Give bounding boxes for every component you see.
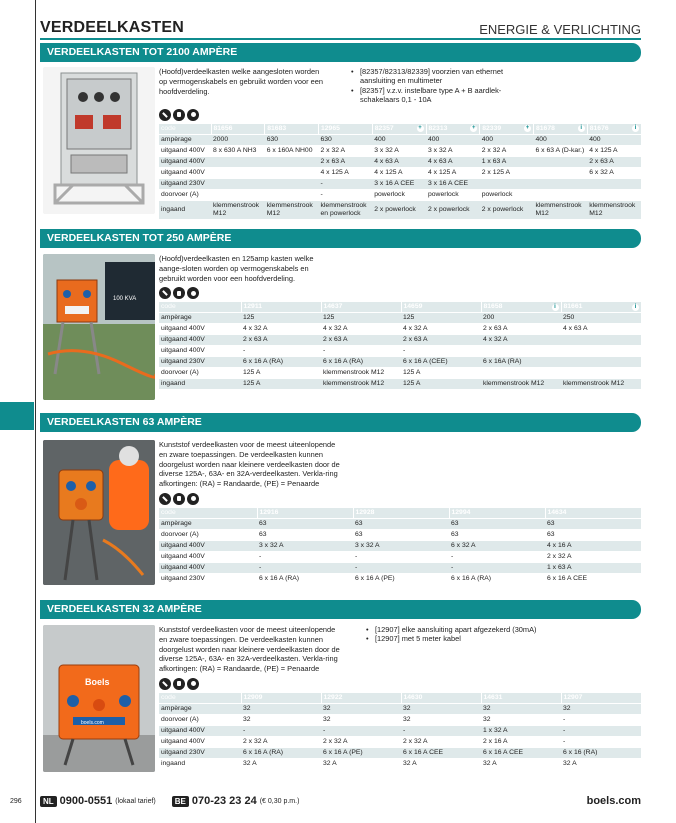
section-description: Kunststof verdeelkasten voor de meest uiteenlopende en zware toepassingen. De verdeelkasten kunnen doorgelust worden naar kleinere verdeelkasten door de diverse 125A-, 63A- en 32A-verdeelkasten. Verkla-ring afkortingen: (RA) = Randaarde, (PE) = Penaarde <box>159 440 340 489</box>
table-cell: 4 x 125 A <box>587 145 641 156</box>
table-row <box>159 747 641 758</box>
table-cell <box>481 346 561 357</box>
table-cell: 32 <box>561 703 641 714</box>
table-cell: 4 x 32 A <box>481 335 561 346</box>
product-code: 12916 <box>257 508 353 519</box>
table-cell: 32 <box>401 714 481 725</box>
table-row <box>159 551 641 562</box>
table-cell: 125 A <box>401 368 481 379</box>
table-cell: 125 A <box>401 379 481 390</box>
table-cell: 6 x 16 (RA) <box>561 747 641 758</box>
table-cell: klemmenstrook M12 <box>481 379 561 390</box>
table-cell: 1 x 32 A <box>481 725 561 736</box>
table-cell <box>561 368 641 379</box>
table-cell: 6 x 160A NH00 <box>265 145 319 156</box>
info-icon: i <box>632 304 639 311</box>
table-cell: 2 x 32 A <box>545 551 641 562</box>
product-code: 81683 <box>265 124 319 135</box>
table-cell <box>534 189 588 200</box>
power-icon <box>187 287 199 299</box>
table-row <box>159 725 641 736</box>
table-cell: - <box>353 562 449 573</box>
table-cell: 1 x 63 A <box>480 156 534 167</box>
table-cell: 4 x 63 A <box>426 156 480 167</box>
section-description: (Hoofd)verdeelkasten welke aangesloten worden op vermogenskabels en gebruikt worden voor een hoofdverdeling. <box>159 67 323 96</box>
table-cell: 4 x 125 A <box>426 167 480 178</box>
table-cell: 2 x 32 A <box>241 736 321 747</box>
table-cell: 2 x 63 A <box>481 324 561 335</box>
table-cell: - <box>257 562 353 573</box>
power-icon <box>187 109 199 121</box>
product-code: 82313 + <box>426 124 480 135</box>
product-code: 12911 <box>241 302 321 313</box>
section-tab-marker <box>0 402 34 430</box>
code-header: code <box>159 693 241 704</box>
table-cell: - <box>321 346 401 357</box>
page-header <box>40 18 641 40</box>
plug-icon <box>173 678 185 690</box>
table-cell: 6 x 16 A (RA) <box>257 573 353 584</box>
table-header-row <box>159 302 641 313</box>
table-row <box>159 714 641 725</box>
table-cell <box>534 167 588 178</box>
row-label: uitgaand 400V <box>159 725 241 736</box>
table-cell: 6 x 63 A (D-kar.) <box>534 145 588 156</box>
table-cell: 3 x 32 A <box>426 145 480 156</box>
table-cell: 2 x powerlock <box>372 200 426 219</box>
table-row <box>159 200 641 219</box>
table-cell: klemmenstrook M12 <box>534 200 588 219</box>
plug-icon <box>173 287 185 299</box>
feature-bullet: • [12907] met 5 meter kabel <box>366 634 546 643</box>
table-cell: 2 x 63 A <box>401 335 481 346</box>
table-cell: 32 <box>241 714 321 725</box>
table-cell: - <box>401 346 481 357</box>
product-code: 14659 <box>401 302 481 313</box>
table-cell: 8 x 630 A NH3 <box>211 145 265 156</box>
product-code: 81676 i <box>587 124 641 135</box>
table-cell: 6 x 16 A (RA) <box>321 357 401 368</box>
table-cell <box>587 178 641 189</box>
table-cell: 32 <box>321 714 401 725</box>
feature-bullet: • [82357/82313/82339] voorzien van ethernet aansluiting en multimeter <box>351 67 521 86</box>
row-label: doorvoer (A) <box>159 529 257 540</box>
nl-rate-note: (lokaal tarief) <box>115 797 156 805</box>
table-cell: 2 x 125 A <box>480 167 534 178</box>
table-cell: 2 x powerlock <box>480 200 534 219</box>
table-row <box>159 573 641 584</box>
table-cell: 4 x 32 A <box>241 324 321 335</box>
table-cell: 250 <box>561 313 641 324</box>
info-icon: i <box>552 304 559 311</box>
row-label: uitgaand 230V <box>159 357 241 368</box>
row-label: uitgaand 400V <box>159 551 257 562</box>
product-code: 81658 i <box>481 302 561 313</box>
brand-url-label: boels.com <box>81 720 104 726</box>
new-icon: + <box>525 125 530 132</box>
product-code: 12965 <box>319 124 373 135</box>
product-code: 14630 <box>401 693 481 704</box>
product-code: 82339 + <box>480 124 534 135</box>
table-cell: - <box>257 551 353 562</box>
table-row <box>159 346 641 357</box>
info-icon: i <box>632 125 639 132</box>
table-row <box>159 758 641 769</box>
table-cell: 1 x 63 A <box>545 562 641 573</box>
table-cell: 200 <box>481 313 561 324</box>
row-label: ingaand <box>159 758 241 769</box>
table-row <box>159 178 641 189</box>
table-cell: 6 x 16 A (RA) <box>449 573 545 584</box>
website-link[interactable]: boels.com <box>586 795 641 807</box>
power-icon <box>187 678 199 690</box>
table-cell: 6 x 16 A (PE) <box>321 747 401 758</box>
table-cell: 630 <box>265 134 319 145</box>
page-number: 296 <box>10 797 22 805</box>
product-code: 14631 <box>481 693 561 704</box>
wrench-icon <box>159 678 171 690</box>
table-cell <box>481 368 561 379</box>
product-code: 12909 <box>241 693 321 704</box>
product-code: 81678 i <box>534 124 588 135</box>
table-cell: 125 A <box>241 368 321 379</box>
safety-icons <box>159 493 641 505</box>
info-icon: i <box>578 125 585 132</box>
section-description: (Hoofd)verdeelkasten en 125amp kasten welke aange-sloten worden op vermogenskabels en gebruikt worden voor een hoofdverdeling. <box>159 254 314 283</box>
table-cell <box>211 178 265 189</box>
row-label: uitgaand 400V <box>159 736 241 747</box>
table-cell: 63 <box>449 529 545 540</box>
table-cell: 32 A <box>561 758 641 769</box>
row-label: doorvoer (A) <box>159 189 211 200</box>
table-cell: 2 x 32 A <box>480 145 534 156</box>
row-label: ampèrage <box>159 703 241 714</box>
table-row <box>159 562 641 573</box>
table-row <box>159 379 641 390</box>
table-cell: 6 x 16 A CEE <box>481 747 561 758</box>
row-label: uitgaand 230V <box>159 178 211 189</box>
safety-icons <box>159 109 641 121</box>
spec-table-63a <box>159 508 641 585</box>
table-cell: 63 <box>353 529 449 540</box>
new-icon: + <box>471 125 476 132</box>
table-row <box>159 189 641 200</box>
table-cell: 32 A <box>401 758 481 769</box>
product-code: 81661 i <box>561 302 641 313</box>
table-cell <box>534 178 588 189</box>
page-title: VERDEELKASTEN <box>40 19 184 36</box>
table-cell: 6 x 16 A CEE <box>545 573 641 584</box>
table-cell: 125 <box>401 313 481 324</box>
section-description: Kunststof verdeelkasten voor de meest uiteenlopende en zware toepassingen. De verdeelkasten kunnen doorgelust worden naar kleinere verdeelkasten door de diverse 125A-, 63A- en 32A-verdeelkasten. Verkla-ring afkortingen: (RA) = Randaarde, (PE) = Penaarde <box>159 625 340 674</box>
table-cell: 4 x 16 A <box>545 540 641 551</box>
safety-icons <box>159 287 641 299</box>
table-cell: 63 <box>545 529 641 540</box>
table-cell: klemmenstrook M12 <box>321 368 401 379</box>
table-cell: 63 <box>449 518 545 529</box>
row-label: ingaand <box>159 379 241 390</box>
product-code: 12907 <box>561 693 641 704</box>
row-label: uitgaand 400V <box>159 346 241 357</box>
table-cell: 32 <box>481 714 561 725</box>
table-cell <box>211 156 265 167</box>
table-cell: powerlock <box>480 189 534 200</box>
table-row <box>159 518 641 529</box>
table-cell: 6 x 32 A <box>587 167 641 178</box>
row-label: uitgaand 400V <box>159 167 211 178</box>
row-label: uitgaand 400V <box>159 156 211 167</box>
table-row <box>159 357 641 368</box>
wrench-icon <box>159 109 171 121</box>
plug-icon <box>173 493 185 505</box>
row-label: uitgaand 400V <box>159 335 241 346</box>
table-header-row <box>159 693 641 704</box>
table-cell: - <box>401 725 481 736</box>
row-label: uitgaand 230V <box>159 573 257 584</box>
plug-icon <box>173 109 185 121</box>
spec-table-250a <box>159 302 641 390</box>
table-cell: - <box>241 725 321 736</box>
table-cell: 3 x 16 A CEE <box>372 178 426 189</box>
table-cell <box>587 189 641 200</box>
table-cell: 4 x 125 A <box>319 167 373 178</box>
table-cell: 400 <box>534 134 588 145</box>
table-cell: 2 x 16 A <box>481 736 561 747</box>
table-cell: - <box>353 551 449 562</box>
table-cell: 4 x 63 A <box>561 324 641 335</box>
feature-bullets <box>351 67 521 105</box>
table-cell: 2 x 32 A <box>401 736 481 747</box>
table-cell: 63 <box>257 529 353 540</box>
table-cell: 6 x 16A (RA) <box>481 357 561 368</box>
generator-label: 100 KVA <box>113 296 137 302</box>
table-cell: 3 x 32 A <box>257 540 353 551</box>
table-cell: 6 x 16 A CEE <box>401 747 481 758</box>
row-label: uitgaand 230V <box>159 747 241 758</box>
table-cell: klemmenstrook en powerlock <box>319 200 373 219</box>
section-title-bar: VERDEELKASTEN TOT 250 AMPÈRE <box>40 229 641 248</box>
row-label: uitgaand 400V <box>159 324 241 335</box>
table-cell <box>211 189 265 200</box>
code-header: code <box>159 124 211 135</box>
section-title-bar: VERDEELKASTEN TOT 2100 AMPÈRE <box>40 43 641 62</box>
table-cell: powerlock <box>372 189 426 200</box>
table-cell <box>265 189 319 200</box>
table-cell: - <box>319 189 373 200</box>
feature-bullet: • [12907] elke aansluiting apart afgezekerd (30mA) <box>366 625 546 634</box>
section-title-bar: VERDEELKASTEN 63 AMPÈRE <box>40 413 641 432</box>
row-label: ingaand <box>159 200 211 219</box>
table-cell: 6 x 16 A (PE) <box>353 573 449 584</box>
table-cell: - <box>561 725 641 736</box>
table-cell: 4 x 32 A <box>321 324 401 335</box>
table-cell: 32 <box>321 703 401 714</box>
table-cell: 400 <box>480 134 534 145</box>
table-cell: 6 x 16 A (RA) <box>241 357 321 368</box>
table-cell: 4 x 63 A <box>372 156 426 167</box>
row-label: ampèrage <box>159 313 241 324</box>
table-cell <box>561 357 641 368</box>
table-cell: 32 <box>481 703 561 714</box>
row-label: uitgaand 400V <box>159 540 257 551</box>
product-code: 12994 <box>449 508 545 519</box>
table-row <box>159 313 641 324</box>
table-cell: 32 <box>241 703 321 714</box>
row-label: doorvoer (A) <box>159 714 241 725</box>
row-label: ampèrage <box>159 518 257 529</box>
product-code: 14634 <box>545 508 641 519</box>
power-icon <box>187 493 199 505</box>
table-cell: powerlock <box>426 189 480 200</box>
table-cell <box>265 167 319 178</box>
product-code: 81656 <box>211 124 265 135</box>
nl-phone-link[interactable]: 0900-0551 <box>59 795 113 807</box>
code-header: code <box>159 302 241 313</box>
category-title: ENERGIE & VERLICHTING <box>479 22 641 37</box>
table-cell: klemmenstrook M12 <box>211 200 265 219</box>
table-cell: 32 A <box>481 758 561 769</box>
table-cell <box>480 178 534 189</box>
table-cell: 125 <box>321 313 401 324</box>
table-cell: 2 x 63 A <box>587 156 641 167</box>
table-cell: klemmenstrook M12 <box>321 379 401 390</box>
row-label: uitgaand 400V <box>159 145 211 156</box>
feature-bullet: • [82357] v.z.v. instelbare type A + B aardlek-schakelaars 0,1 - 10A <box>351 86 521 105</box>
table-cell: 2 x 32 A <box>321 736 401 747</box>
nl-badge: NL <box>40 796 57 807</box>
table-header-row <box>159 124 641 135</box>
table-cell: 125 <box>241 313 321 324</box>
table-cell: 2 x 63 A <box>241 335 321 346</box>
table-cell: 63 <box>353 518 449 529</box>
row-label: doorvoer (A) <box>159 368 241 379</box>
wrench-icon <box>159 493 171 505</box>
left-margin-rule <box>35 0 36 823</box>
be-phone-link[interactable]: 070-23 23 24 <box>191 795 257 807</box>
table-cell: klemmenstrook M12 <box>265 200 319 219</box>
table-cell: - <box>561 736 641 747</box>
table-cell: 6 x 16 A (RA) <box>241 747 321 758</box>
feature-bullets <box>366 625 546 674</box>
table-row <box>159 703 641 714</box>
table-cell: 63 <box>545 518 641 529</box>
table-row <box>159 335 641 346</box>
table-row <box>159 156 641 167</box>
row-label: uitgaand 400V <box>159 562 257 573</box>
table-cell: 2 x powerlock <box>426 200 480 219</box>
table-cell: 63 <box>257 518 353 529</box>
table-cell: 4 x 32 A <box>401 324 481 335</box>
table-cell <box>561 335 641 346</box>
product-photo-63a <box>43 440 155 585</box>
table-cell: 6 x 16 A (CEE) <box>401 357 481 368</box>
product-code: 12928 <box>353 508 449 519</box>
table-row <box>159 736 641 747</box>
row-label: ampèrage <box>159 134 211 145</box>
table-row <box>159 145 641 156</box>
table-cell: - <box>449 551 545 562</box>
table-cell: 2 x 32 A <box>319 145 373 156</box>
section-32a <box>40 600 641 775</box>
table-row <box>159 529 641 540</box>
product-code: 14637 <box>321 302 401 313</box>
table-cell: - <box>241 346 321 357</box>
table-cell: 3 x 32 A <box>353 540 449 551</box>
table-cell: 125 A <box>241 379 321 390</box>
product-photo-32a <box>43 625 155 772</box>
product-code: 12922 <box>321 693 401 704</box>
new-icon: + <box>418 125 422 132</box>
table-cell: 32 A <box>321 758 401 769</box>
table-cell: 630 <box>319 134 373 145</box>
brand-label: Boels <box>85 677 110 687</box>
product-photo-250a <box>43 254 155 400</box>
table-cell: 400 <box>426 134 480 145</box>
table-cell: 400 <box>587 134 641 145</box>
page-footer <box>10 793 641 809</box>
table-cell: 4 x 125 A <box>372 167 426 178</box>
table-cell: - <box>449 562 545 573</box>
table-row <box>159 540 641 551</box>
be-rate-note: (€ 0,30 p.m.) <box>259 797 300 805</box>
table-row <box>159 324 641 335</box>
safety-icons <box>159 678 641 690</box>
table-cell: 32 A <box>241 758 321 769</box>
table-row <box>159 134 641 145</box>
table-cell: - <box>561 714 641 725</box>
table-cell: klemmenstrook M12 <box>587 200 641 219</box>
table-cell: - <box>319 178 373 189</box>
table-cell: 6 x 32 A <box>449 540 545 551</box>
table-cell <box>534 156 588 167</box>
table-cell: 2 x 63 A <box>321 335 401 346</box>
product-code: 82357 + <box>372 124 426 135</box>
table-cell: 2 x 63 A <box>319 156 373 167</box>
spec-table-32a <box>159 693 641 770</box>
table-cell <box>211 167 265 178</box>
section-2100a <box>40 43 641 215</box>
table-row <box>159 167 641 178</box>
spec-table-2100a <box>159 124 641 220</box>
table-header-row <box>159 508 641 519</box>
section-title-bar: VERDEELKASTEN 32 AMPÈRE <box>40 600 641 619</box>
table-cell: 3 x 16 A CEE <box>426 178 480 189</box>
table-cell: 2000 <box>211 134 265 145</box>
table-cell <box>265 178 319 189</box>
table-cell: 400 <box>372 134 426 145</box>
section-63a <box>40 413 641 588</box>
table-cell: 3 x 32 A <box>372 145 426 156</box>
section-250a <box>40 229 641 401</box>
table-cell: klemmenstrook M12 <box>561 379 641 390</box>
table-cell <box>265 156 319 167</box>
be-badge: BE <box>172 796 189 807</box>
table-cell <box>561 346 641 357</box>
code-header: code <box>159 508 257 519</box>
table-cell: - <box>321 725 401 736</box>
table-cell: 32 <box>401 703 481 714</box>
product-photo-2100a <box>43 67 155 214</box>
wrench-icon <box>159 287 171 299</box>
table-row <box>159 368 641 379</box>
